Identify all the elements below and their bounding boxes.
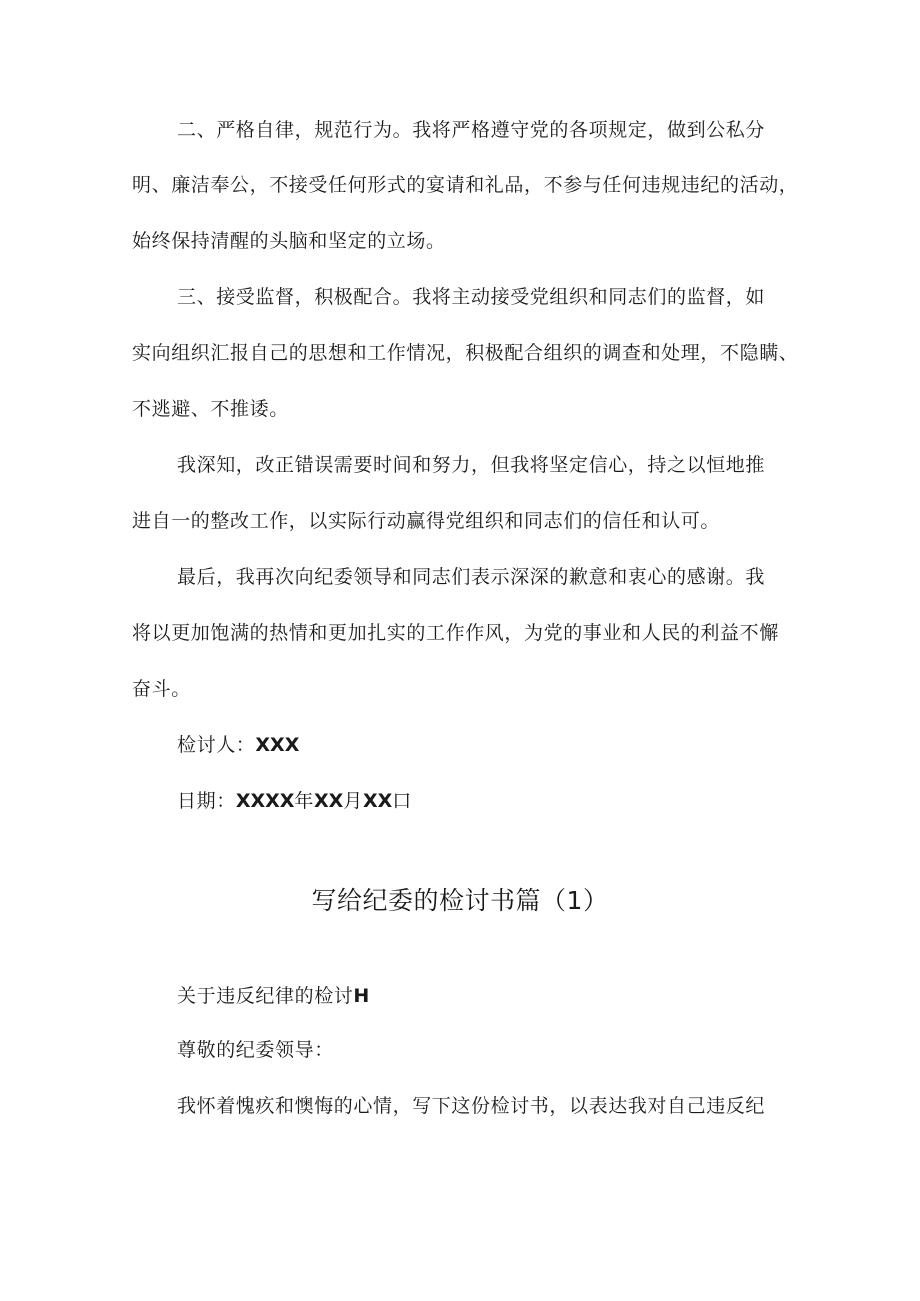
signature-label: 检讨人： <box>177 734 256 756</box>
signature-name: XXX <box>255 734 300 756</box>
date-month-unit: 月 <box>343 790 363 812</box>
paragraph-line: 我怀着愧疚和懊悔的心情，写下这份检讨书，以表达我对自己违反纪 <box>177 1095 766 1117</box>
subject-line <box>177 982 369 1010</box>
date-line <box>177 787 412 815</box>
date-month: XX <box>314 790 344 812</box>
paragraph-line: 奋斗。 <box>132 678 191 700</box>
date-year: XXXX <box>235 790 295 812</box>
date-label: 日期： <box>177 790 236 812</box>
signature-line <box>177 731 299 759</box>
article-title: 写给纪委的检讨书篇（1） <box>311 886 609 915</box>
paragraph-line: 我深知，改正错误需要时间和努力，但我将坚定信心，持之以恒地推 <box>177 454 766 476</box>
paragraph-line: 不逃避、不推诿。 <box>132 398 289 420</box>
date-year-unit: 年 <box>294 790 315 812</box>
date-day: XX <box>362 790 393 812</box>
paragraph-line: 始终保持清醒的头脑和坚定的立场。 <box>132 230 446 252</box>
paragraph-line: 进自一的整改工作，以实际行动赢得党组织和同志们的信任和认可。 <box>132 510 721 532</box>
subject-mark: H <box>353 985 370 1007</box>
paragraph-line: 将以更加饱满的热情和更加扎实的工作作风，为党的事业和人民的利益不懈 <box>132 622 779 644</box>
salutation: 尊敬的纪委领导： <box>177 1039 334 1061</box>
date-day-unit: 口 <box>392 790 412 812</box>
paragraph-line: 三、接受监督，积极配合。我将主动接受党组织和同志们的监督，如 <box>177 286 766 308</box>
paragraph-line: 二、严格自律，规范行为。我将严格遵守党的各项规定，做到公私分 <box>177 119 766 141</box>
subject-text: 关于违反纪律的检讨 <box>177 985 354 1007</box>
paragraph-line: 实向组织汇报自己的思想和工作情况，积极配合组织的调查和处理，不隐瞒、 <box>132 342 799 364</box>
paragraph-line: 最后，我再次向纪委领导和同志们表示深深的歉意和衷心的感谢。我 <box>177 566 766 588</box>
paragraph-line: 明、廉洁奉公，不接受任何形式的宴请和礼品，不参与任何违规违纪的活动， <box>132 174 799 196</box>
